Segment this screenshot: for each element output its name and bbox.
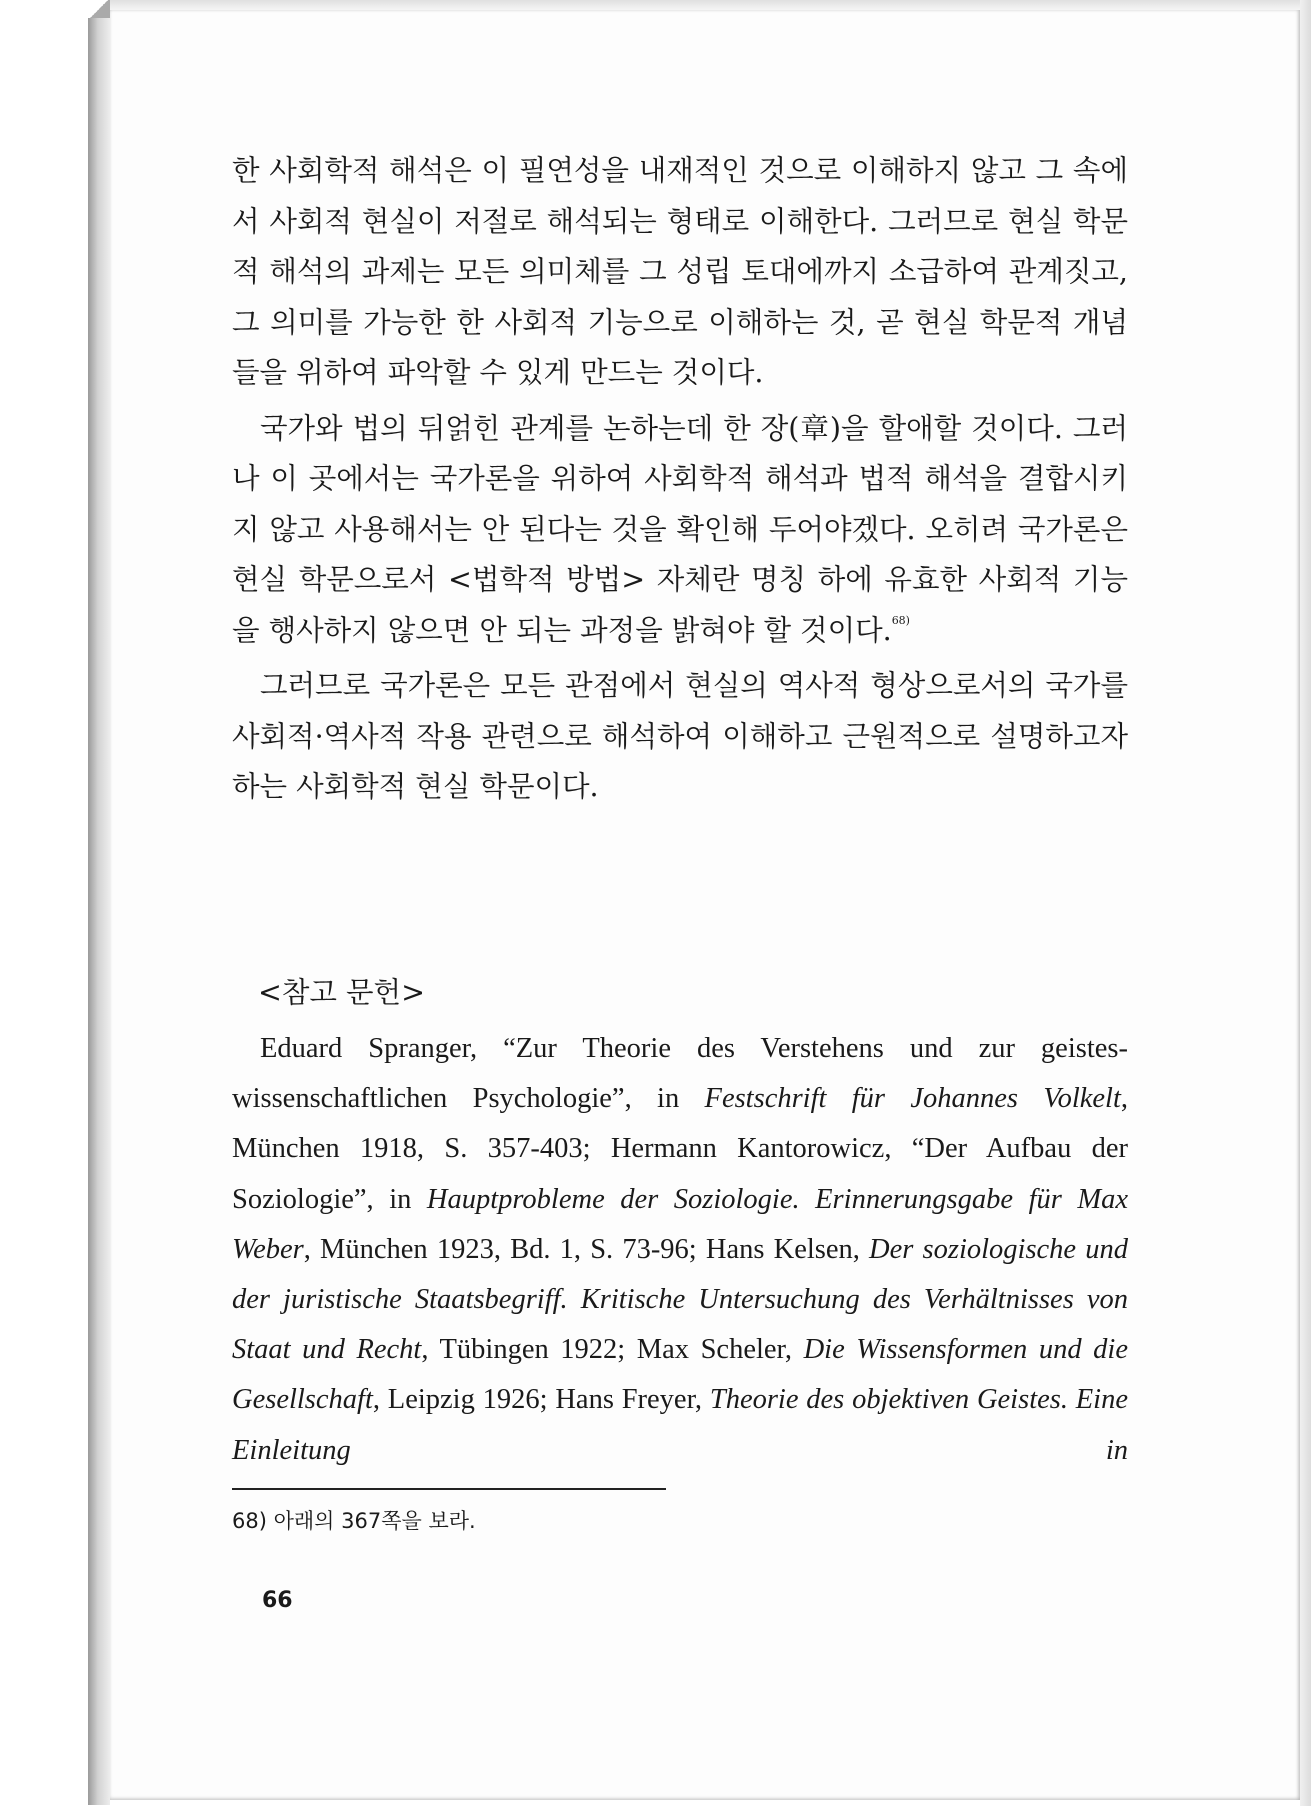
paragraph-1: 한 사회학적 해석은 이 필연성을 내재적인 것으로 이해하지 않고 그 속에서 사회적 현실이 저절로 해석되는 형태로 이해한다. 그러므로 현실 학문적 해석의 과제는 모든 의미체를 그 성립 토대에까지 소급하여 관계짓고, 그 의미를 가능한 한 사회적 기능으로 이해하는 것, 곧 현실 학문적 개념들을 위하여 파악할 수 있게 만드는 것이다. <box>232 154 1128 389</box>
ref-segment: , Tübingen 1922; Max Scheler, <box>421 1334 804 1366</box>
footnote-mark[interactable]: 68) <box>891 613 910 627</box>
paragraph-3: 그러므로 국가론은 모든 관점에서 현실의 역사적 형상으로서의 국가를 사회적·역사적 작용 관련으로 해석하여 이해하고 근원적으로 설명하고자 하는 사회학적 현실 학문이다. <box>232 669 1128 803</box>
page-number: 66 <box>262 1588 293 1613</box>
page-edge-top <box>88 0 1311 10</box>
footnote-divider <box>232 1488 666 1490</box>
ref-segment: , Leipzig 1926; Hans Freyer, <box>372 1384 710 1416</box>
ref-title-italic: Festschrift für Johannes Volkelt <box>704 1083 1121 1115</box>
paragraph-2 <box>232 404 1128 657</box>
paragraph-2-text: 국가와 법의 뒤얽힌 관계를 논하는데 한 장(章)을 할애할 것이다. 그러나 이 곳에서는 국가론을 위하여 사회학적 해석과 법적 해석을 결합시키지 않고 사용해서는 안 된다는 것을 확인해 두어야겠다. 오히려 국가론은 현실 학문으로서 <법학적 방법> 자체란 명칭 하에 유효한 사회적 기능을 행사하지 않으면 안 되는 과정을 밝혀야 할 것이다. <box>232 411 1128 647</box>
ref-title-italic: Hauptprobleme der Soziologie. Erinnerungsgabe für Max Weber <box>232 1183 1128 1265</box>
page-left-edge <box>88 10 110 1805</box>
ref-segment: Eduard Spranger, “Zur Theorie des Verstehens und zur geistes-wissenschaftlichen Psychologie”, in <box>232 1033 1128 1115</box>
ref-segment: , München 1918, S. 357-403; Hermann Kantorowicz, “Der Aufbau der Soziologie”, in <box>232 1083 1128 1215</box>
footnote: 68) 아래의 367쪽을 보라. <box>232 1509 476 1533</box>
body-text <box>232 146 1128 813</box>
page-corner-fold <box>88 0 110 18</box>
references-text <box>232 1024 1128 1476</box>
page-right-edge <box>1300 0 1311 1806</box>
ref-title-italic: Theorie des objektiven Geistes. Eine Einleitung in <box>232 1384 1128 1466</box>
ref-title-italic: Die Wissensformen und die Gesellschaft <box>232 1334 1128 1416</box>
ref-segment: , München 1923, Bd. 1, S. 73-96; Hans Kelsen, <box>303 1233 870 1265</box>
ref-title-italic: Der soziologische und der juristische Staatsbegriff. Kritische Untersuchung des Verhältnisses von Staat und Recht <box>232 1233 1128 1366</box>
references-heading: <참고 문헌> <box>258 976 425 1009</box>
